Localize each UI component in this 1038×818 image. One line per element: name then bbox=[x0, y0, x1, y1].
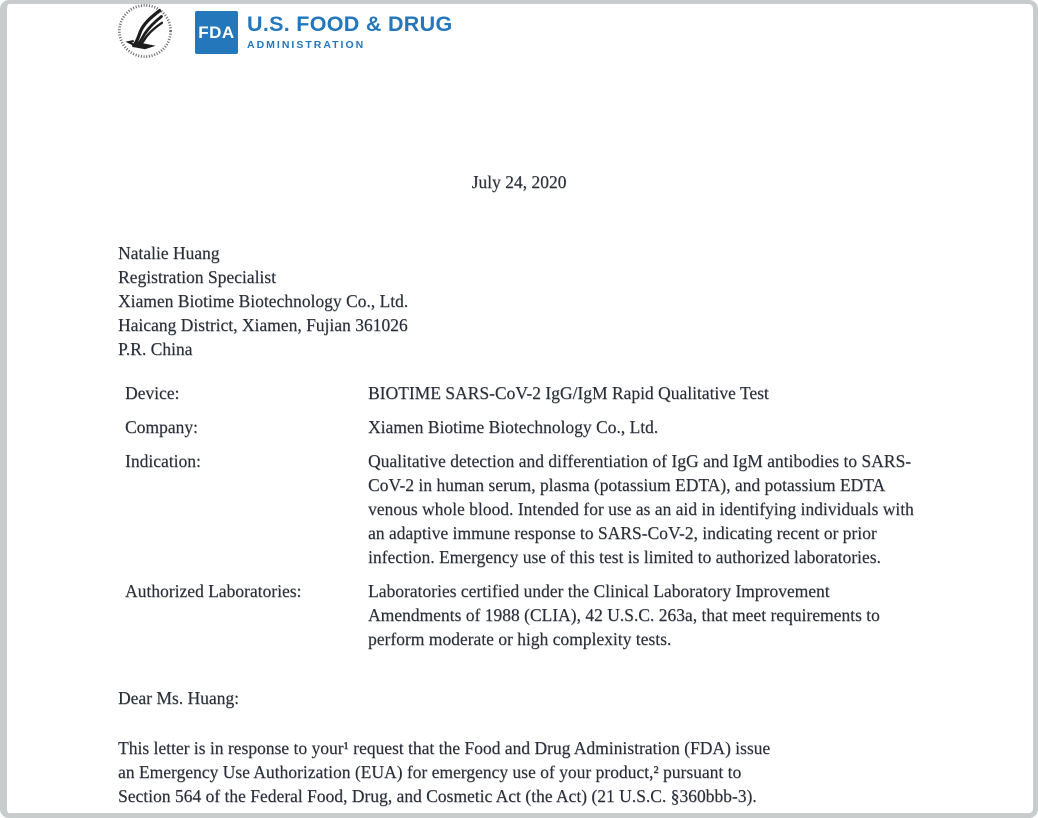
recipient-name: Natalie Huang bbox=[118, 243, 220, 263]
info-label-authorized-laboratories: Authorized Laboratories: bbox=[125, 581, 302, 601]
hhs-seal-icon bbox=[116, 2, 174, 60]
info-value-authorized-laboratories: Laboratories certified under the Clinical Laboratory Improvement Amendments of 1988 (CLIA), 42 U.S.C. 263a, that meet requirements to perform moderate or high complexity tests. bbox=[368, 581, 880, 649]
salutation: Dear Ms. Huang: bbox=[118, 688, 240, 708]
info-value-device: BIOTIME SARS-CoV-2 IgG/IgM Rapid Qualitative Test bbox=[368, 383, 769, 403]
fda-wordmark-line1: U.S. FOOD & DRUG bbox=[247, 12, 453, 36]
recipient-title: Registration Specialist bbox=[118, 267, 276, 287]
body-line-1: This letter is in response to your¹ request that the Food and Drug Administration (FDA) issue bbox=[118, 738, 771, 758]
body-paragraph bbox=[118, 736, 948, 808]
fda-wordmark bbox=[247, 11, 452, 52]
device-info-table bbox=[125, 381, 920, 651]
fda-logo-icon: FDA bbox=[195, 11, 238, 54]
info-value-company: Xiamen Biotime Biotechnology Co., Ltd. bbox=[368, 417, 659, 437]
body-line-3: Section 564 of the Federal Food, Drug, and Cosmetic Act (the Act) (21 U.S.C. §360bbb-3). bbox=[118, 786, 757, 806]
fda-logo-lockup bbox=[195, 11, 452, 54]
info-label-device: Device: bbox=[125, 383, 180, 403]
letter-date: July 24, 2020 bbox=[471, 172, 567, 192]
info-label-company: Company: bbox=[125, 417, 198, 437]
recipient-street: Haicang District, Xiamen, Fujian 361026 bbox=[118, 315, 408, 335]
recipient-company: Xiamen Biotime Biotechnology Co., Ltd. bbox=[118, 291, 409, 311]
recipient-address-block bbox=[118, 241, 408, 361]
body-line-2: an Emergency Use Authorization (EUA) for emergency use of your product,² pursuant to bbox=[118, 762, 742, 782]
recipient-country: P.R. China bbox=[118, 339, 193, 359]
info-label-indication: Indication: bbox=[125, 451, 201, 471]
info-value-indication: Qualitative detection and differentiation of IgG and IgM antibodies to SARS-CoV-2 in human serum, plasma (potassium EDTA), and potassium EDTA venous whole blood. Intended for use as an aid in identifying individuals with an adaptive immune response to SARS-CoV-2, indicating recent or prior infection. Emergency use of this test is limited to authorized laboratories. bbox=[368, 451, 914, 567]
fda-wordmark-line2: ADMINISTRATION bbox=[247, 39, 366, 51]
